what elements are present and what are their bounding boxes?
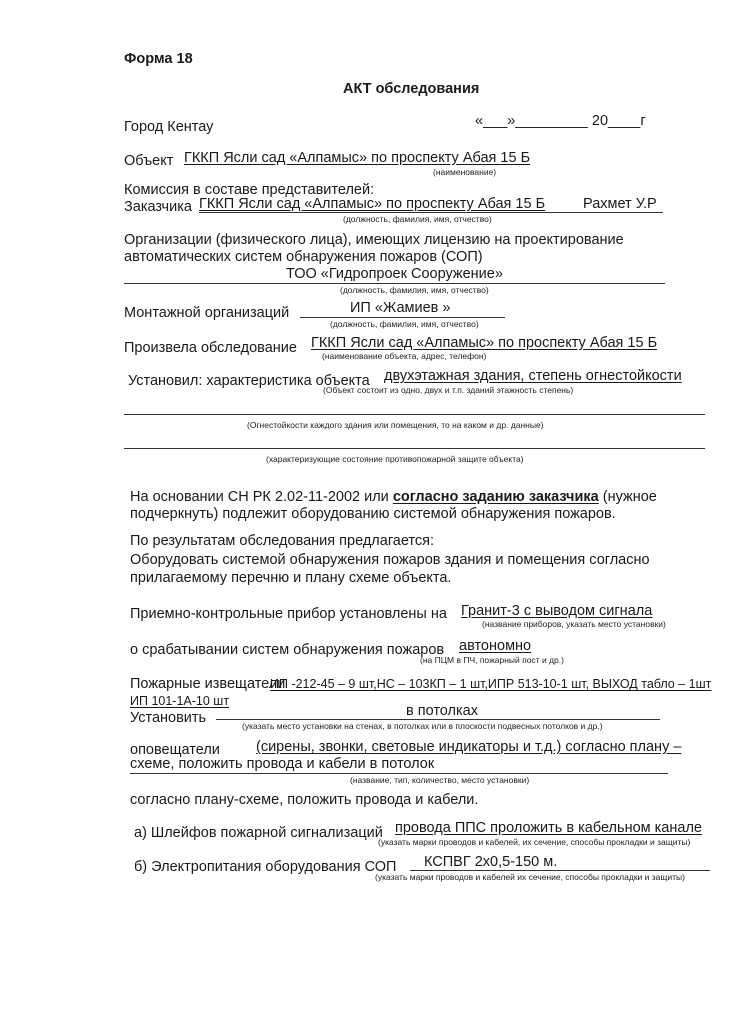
power-caption: (указать марки проводов и кабелей их сечение, способы прокладки и защиты)	[375, 872, 685, 882]
client-label: Заказчика	[124, 199, 192, 215]
install-org-caption: (должность, фамилия, имя, отчество)	[330, 319, 479, 329]
trigger-value: автономно	[459, 638, 532, 654]
established-label: Установил: характеристика объекта	[128, 373, 370, 389]
notifiers-value1: (сирены, звонки, световые индикаторы и т.д.) согласно плану –	[256, 739, 682, 755]
equip-line1: Оборудовать системой обнаружения пожаров здания и помещения согласно	[130, 552, 650, 568]
loops-label: а) Шлейфов пожарной сигнализаций	[134, 825, 383, 841]
install-org-value: ИП «Жамиев »	[350, 300, 451, 316]
notifiers-underline	[130, 773, 668, 774]
trigger-label: о срабатывании систем обнаружения пожаров	[130, 642, 445, 658]
install-value: в потолках	[406, 703, 478, 719]
notifiers-label: оповещатели	[130, 742, 220, 758]
form-label: Форма 18	[124, 51, 193, 67]
object-label: Объект	[124, 153, 174, 169]
survey-caption: (наименование объекта, адрес, телефон)	[322, 351, 487, 361]
notifiers-value2: схеме, положить провода и кабели в потолок	[130, 756, 435, 772]
power-value: КСПВГ 2х0,5-150 м.	[424, 854, 558, 870]
trigger-caption: (на ПЦМ в ПЧ, пожарный пост и др.)	[420, 655, 564, 665]
commission-heading: Комиссия в составе представителей:	[124, 182, 375, 198]
established-line2	[124, 414, 705, 415]
design-org-line1: Организации (физического лица), имеющих лицензию на проектирование	[124, 232, 624, 248]
detectors-value1: ИП -212-45 – 9 шт,НС – 103КП – 1 шт,ИПР 513-10-1 шт, ВЫХОД табло – 1шт	[270, 677, 712, 691]
client-underline	[199, 212, 663, 213]
install-label: Установить	[130, 710, 207, 726]
established-caption1: (Объект состоит из одно, двух и т.п. зданий этажность степень)	[323, 385, 574, 395]
loops-value: провода ППС проложить в кабельном канале	[395, 820, 702, 836]
date-line: «___»_________ 20____г	[475, 113, 646, 129]
client-caption: (должность, фамилия, имя, отчество)	[343, 214, 492, 224]
power-label: б) Электропитания оборудования СОП	[134, 859, 397, 875]
loops-caption: (указать марки проводов и кабелей, их сечение, способы прокладки и защиты)	[378, 837, 691, 847]
object-caption: (наименование)	[433, 167, 497, 177]
install-underline	[216, 719, 660, 720]
devices-value: Гранит-3 с выводом сигнала	[461, 603, 653, 619]
survey-value: ГККП Ясли сад «Алпамыс» по проспекту Абая 15 Б	[311, 335, 658, 351]
basis-line1: На основании СН РК 2.02-11-2002 или согласно заданию заказчика (нужное	[130, 489, 657, 505]
install-org-label: Монтажной организаций	[124, 305, 290, 321]
devices-label: Приемно-контрольные прибор установлены на	[130, 606, 447, 622]
city: Город Кентау	[124, 119, 214, 135]
document-title: АКТ обследования	[343, 81, 480, 97]
basis-line2: подчеркнуть) подлежит оборудованию системой обнаружения пожаров.	[130, 506, 616, 522]
results-heading: По результатам обследования предлагается:	[130, 533, 435, 549]
basis-underlined: согласно заданию заказчика	[392, 489, 599, 505]
detectors-label: Пожарные извещатели	[130, 676, 286, 692]
notifiers-caption: (название, тип, количество, место установки)	[350, 775, 530, 785]
client-value: ГККП Ясли сад «Алпамыс» по проспекту Абая 15 Б	[199, 196, 546, 212]
power-underline	[410, 870, 710, 871]
client-person: Рахмет У.Р	[583, 196, 657, 212]
design-org-underline	[124, 283, 665, 284]
detectors-value2: ИП 101-1А-10 шт	[130, 694, 230, 708]
design-org-caption: (должность, фамилия, имя, отчество)	[340, 285, 489, 295]
plan-line: согласно плану-схеме, положить провода и кабели.	[130, 792, 479, 808]
established-line3	[124, 448, 705, 449]
equip-line2: прилагаемому перечню и плану схеме объекта.	[130, 570, 452, 586]
install-org-underline	[300, 317, 505, 318]
survey-label: Произвела обследование	[124, 340, 297, 356]
object-value: ГККП Ясли сад «Алпамыс» по проспекту Абая 15 Б	[184, 150, 531, 166]
design-org-line2: автоматических систем обнаружения пожаров (СОП)	[124, 249, 483, 265]
established-value: двухэтажная здания, степень огнестойкости	[384, 368, 682, 384]
established-caption2: (Огнестойкости каждого здания или помещения, то на каком и др. данные)	[247, 420, 544, 430]
established-caption3: (характеризующие состояние противопожарной защите объекта)	[266, 454, 524, 464]
design-org-value: ТОО «Гидропроек Сооружение»	[286, 266, 503, 282]
devices-caption: (название приборов, указать место установки)	[482, 619, 666, 629]
install-caption: (указать место установки на стенах, в потолках или в плоскости подвесных потолков и др.)	[242, 721, 603, 731]
